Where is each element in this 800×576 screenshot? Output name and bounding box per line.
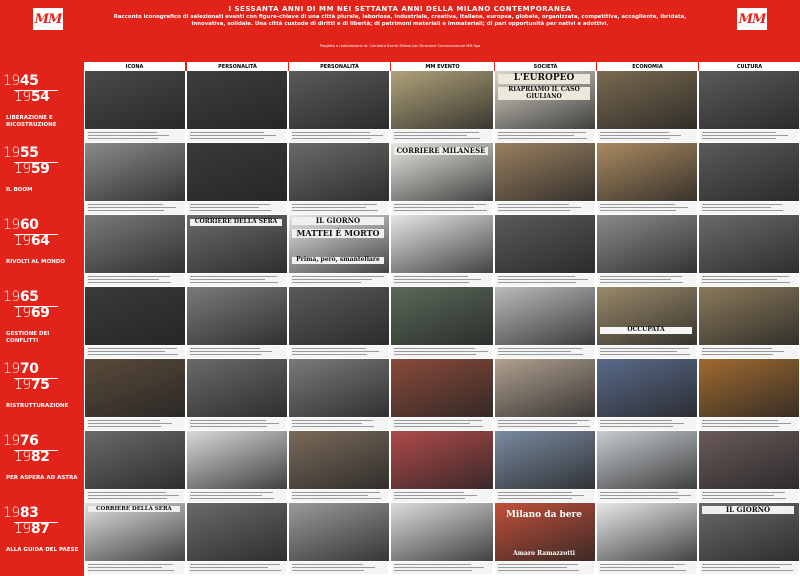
mm-logo: MM [33,8,63,30]
grid-cell [597,287,697,358]
grid-cell [289,431,389,502]
archive-photo [597,143,697,201]
column-header: SOCIETÀ [495,62,596,71]
mm-logo: MM [737,8,767,30]
column-header: ECONOMIA [597,62,698,71]
archive-photo [85,287,185,345]
photo-caption [392,490,492,502]
archive-photo [289,143,389,201]
poster-subtitle: Racconto iconografico di selezionati eventi con figure-chiave di una città plurale, laboriosa, industriale, creativa, italiana, europea, globale, organizzata, competitiva, accogliente, ibridata, innovativa, solidale. Una città custode di diritti e di libertà; di patrimoni materiali e immateriali; di pari opportunità per nativi e adottivi. [113,14,687,27]
grid-cell [391,359,493,430]
period-start-year: 1965 [3,289,39,305]
newspaper-headline: Prima, però, smantellare [292,257,384,264]
archive-photo [699,71,799,129]
archive-photo [495,359,595,417]
period-end-year: 1969 [14,305,50,321]
photo-caption [496,418,594,430]
photo-caption [496,202,594,214]
grid-cell [699,215,799,286]
grid-cell [495,287,595,358]
period-label: PER ASPERA AD ASTRA [6,475,78,481]
archive-photo [597,71,697,129]
grid-cell [289,71,389,142]
photo-caption [86,130,184,142]
photo-caption [86,418,184,430]
photo-caption [598,346,696,358]
photo-caption [290,130,388,142]
photo-caption [188,418,286,430]
archive-photo [495,431,595,489]
photo-caption [188,202,286,214]
column-header: MM EVENTO [391,62,494,71]
grid-cell [391,503,493,575]
column-header: ICONA [84,62,185,71]
photo-caption [392,346,492,358]
archive-photo [597,287,697,345]
photo-caption [496,274,594,286]
archive-photo [85,215,185,273]
archive-photo [187,359,287,417]
photo-caption [188,130,286,142]
archive-photo [85,71,185,129]
photo-caption [700,562,798,574]
grid-cell [187,71,287,142]
column-header: CULTURA [699,62,800,71]
grid-cell [495,431,595,502]
period-label: GESTIONE DEI CONFLITTI [6,331,50,344]
photo-caption [496,490,594,502]
archive-photo [699,431,799,489]
period-block [0,359,84,431]
period-start-year: 1970 [3,361,39,377]
newspaper-headline: CORRIERE DELLA SERA [88,506,180,512]
photo-caption [598,418,696,430]
poster-title: I SESSANTA ANNI DI MM NEI SETTANTA ANNI DELLA MILANO CONTEMPORANEA [228,5,572,13]
archive-photo [85,143,185,201]
archive-photo [391,71,493,129]
period-sidebar [0,71,84,576]
photo-caption [392,202,492,214]
archive-photo [699,143,799,201]
period-start-year: 1960 [3,217,39,233]
grid-cell [495,359,595,430]
grid-cell [699,287,799,358]
archive-photo [187,287,287,345]
photo-caption [290,490,388,502]
grid-cell [391,431,493,502]
photo-caption [700,274,798,286]
period-end-year: 1975 [14,377,50,393]
photo-caption [496,130,594,142]
archive-photo [597,431,697,489]
archive-photo [495,287,595,345]
grid-cell [699,71,799,142]
photo-caption [290,346,388,358]
grid-cell [495,143,595,214]
period-start-year: 1955 [3,145,39,161]
period-block [0,431,84,503]
photo-caption [290,274,388,286]
poster-credits: Progetto e realizzazione di: Comitato Eventi Milano per Direzione Comunicazione MM Spa [319,44,481,48]
photo-caption [392,418,492,430]
newspaper-headline: L'EUROPEO [498,74,590,84]
archive-photo [495,143,595,201]
period-block [0,143,84,215]
archive-photo [289,71,389,129]
archive-photo [597,215,697,273]
grid-cell [187,359,287,430]
grid-cell [187,143,287,214]
grid-cell [391,71,493,142]
photo-caption [598,130,696,142]
period-end-year: 1987 [14,521,50,537]
grid-cell [597,71,697,142]
photo-caption [598,562,696,574]
archive-photo [289,431,389,489]
period-block [0,503,84,575]
grid-cell [597,215,697,286]
period-start-year: 1945 [3,73,39,89]
grid-cell [391,215,493,286]
newspaper-headline: CORRIERE DELLA SERA [190,219,282,226]
grid-cell [187,215,287,286]
newspaper-headline: Amaro Ramazzotti [512,550,576,557]
newspaper-headline: Milano da bere [505,510,583,520]
grid-cell [85,359,185,430]
photo-caption [188,274,286,286]
archive-photo [289,287,389,345]
period-end-year: 1982 [14,449,50,465]
grid-cell [699,143,799,214]
photo-caption [700,130,798,142]
photo-caption [700,418,798,430]
photo-caption [188,490,286,502]
photo-caption [700,202,798,214]
grid-cell [289,215,389,286]
period-end-year: 1954 [14,89,50,105]
period-label: RISTRUTTURAZIONE [6,403,69,409]
grid-cell [289,503,389,575]
grid-cell [597,503,697,575]
grid-cell [85,71,185,142]
archive-photo [187,431,287,489]
archive-photo [187,143,287,201]
archive-photo [699,359,799,417]
period-label: IL BOOM [6,187,33,193]
archive-photo [495,215,595,273]
grid-cell [495,215,595,286]
grid-cell [85,143,185,214]
archive-photo [289,359,389,417]
period-start-year: 1983 [3,505,39,521]
period-block [0,215,84,287]
archive-photo [699,215,799,273]
grid-cell [391,287,493,358]
archive-photo [391,359,493,417]
archive-photo [391,287,493,345]
photo-caption [86,202,184,214]
grid-cell [187,503,287,575]
grid-cell [289,359,389,430]
newspaper-headline: IL GIORNO [292,217,384,225]
grid-cell [289,287,389,358]
period-block [0,71,84,143]
photo-caption [188,562,286,574]
photo-caption [86,346,184,358]
grid-cell [699,359,799,430]
photo-caption [86,562,184,574]
grid-cell [597,359,697,430]
photo-caption [86,274,184,286]
photo-caption [598,202,696,214]
photo-caption [290,562,388,574]
grid-cell [597,143,697,214]
grid-cell [85,503,185,575]
grid-cell [699,431,799,502]
archive-photo [391,215,493,273]
archive-photo [391,503,493,561]
photo-caption [392,562,492,574]
archive-photo [187,503,287,561]
grid-cell [597,431,697,502]
grid-cell [85,431,185,502]
photo-caption [496,562,594,574]
photo-caption [598,274,696,286]
column-header: PERSONALITÀ [289,62,390,71]
archive-photo [699,287,799,345]
archive-photo [597,503,697,561]
photo-caption [700,490,798,502]
grid-cell [187,431,287,502]
grid-cell [85,287,185,358]
photo-caption [392,274,492,286]
archive-photo [85,431,185,489]
period-label: ALLA GUIDA DEL PAESE [6,547,79,553]
newspaper-headline: MATTEI È MORTO [292,229,384,238]
photo-caption [290,418,388,430]
photo-caption [496,346,594,358]
photo-caption [392,130,492,142]
newspaper-headline: IL GIORNO [702,506,794,514]
newspaper-headline: RIAPRIAMO IL CASO GIULIANO [498,87,590,100]
grid-cell [187,287,287,358]
period-start-year: 1976 [3,433,39,449]
archive-photo [391,431,493,489]
photo-caption [598,490,696,502]
photo-caption [188,346,286,358]
period-label: LIBERAZIONE E RICOSTRUZIONE [6,115,57,128]
grid-cell [85,215,185,286]
archive-photo [597,359,697,417]
archive-photo [289,503,389,561]
grid-cell [289,143,389,214]
period-end-year: 1959 [14,161,50,177]
column-header: PERSONALITÀ [187,62,288,71]
period-block [0,287,84,359]
archive-photo [85,359,185,417]
photo-caption [700,346,798,358]
period-label: RIVOLTI AL MONDO [6,259,66,265]
poster-header [0,0,800,62]
period-end-year: 1964 [14,233,50,249]
photo-caption [86,490,184,502]
archive-photo [187,71,287,129]
newspaper-headline: OCCUPATA [600,327,692,334]
photo-caption [290,202,388,214]
newspaper-headline: CORRIERE MILANESE [394,147,488,155]
